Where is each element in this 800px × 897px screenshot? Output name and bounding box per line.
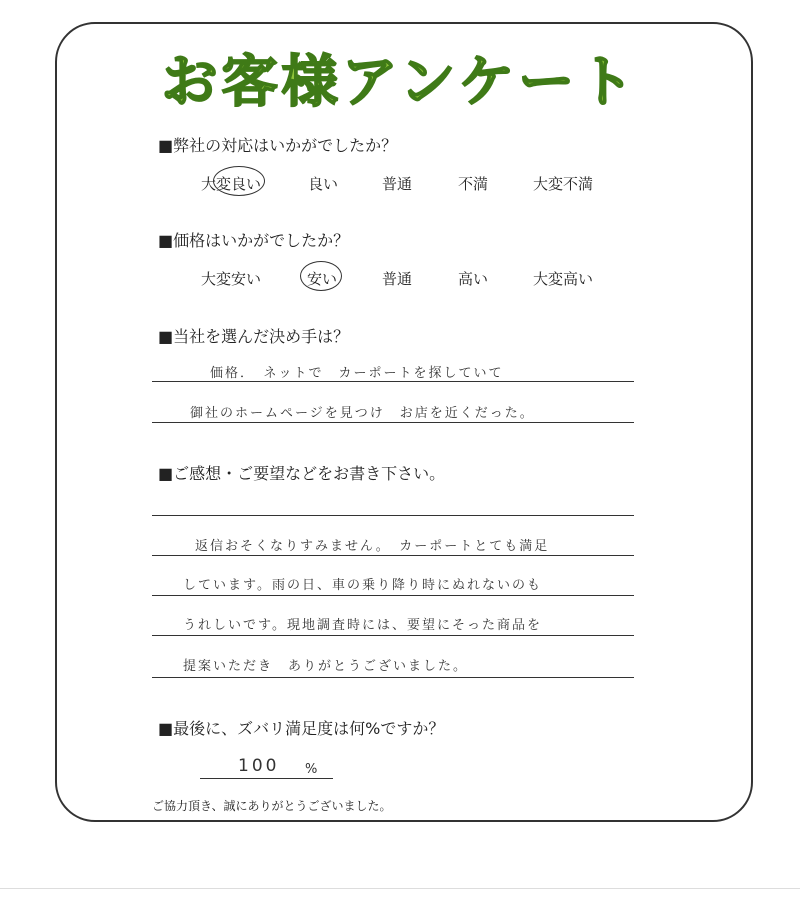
question-satisfaction: ■最後に、ズバリ満足度は何%ですか？ bbox=[158, 719, 445, 738]
page-bottom-rule bbox=[0, 888, 800, 889]
question-comments: ■ご感想・ご要望などをお書き下さい。 bbox=[158, 464, 446, 483]
answer-rule bbox=[152, 515, 634, 516]
satisfaction-rule bbox=[200, 778, 333, 779]
handwritten-line: しています。雨の日、車の乗り降り時にぬれないのも bbox=[183, 578, 542, 593]
option-service-dissatisfied[interactable]: 不満 bbox=[458, 175, 489, 193]
question-deciding-factor: ■当社を選んだ決め手は？ bbox=[158, 327, 350, 346]
handwritten-line: 御社のホームページを見つけ お店を近くだった。 bbox=[190, 406, 535, 421]
answer-rule bbox=[152, 381, 634, 382]
satisfaction-unit: % bbox=[305, 762, 318, 777]
question-service: ■弊社の対応はいかがでしたか？ bbox=[158, 136, 398, 155]
question-price: ■価格はいかがでしたか？ bbox=[158, 231, 350, 250]
answer-rule bbox=[152, 555, 634, 556]
closing-message: ご協力頂き、誠にありがとうございました。 bbox=[152, 799, 392, 813]
selection-circle-service bbox=[213, 166, 265, 196]
answer-rule bbox=[152, 422, 634, 423]
option-service-very-dissatisfied[interactable]: 大変不満 bbox=[533, 175, 594, 193]
handwritten-line: 価格． ネットで カーポートを探していて bbox=[210, 366, 504, 381]
option-price-cheap[interactable]: 安い bbox=[307, 270, 338, 288]
handwritten-line: うれしいです。現地調査時には、要望にそった商品を bbox=[183, 618, 542, 633]
option-service-normal[interactable]: 普通 bbox=[382, 175, 413, 193]
answer-rule bbox=[152, 677, 634, 678]
option-price-normal[interactable]: 普通 bbox=[382, 270, 413, 288]
option-price-very-expensive[interactable]: 大変高い bbox=[533, 270, 594, 288]
option-price-expensive[interactable]: 高い bbox=[458, 270, 489, 288]
selection-circle-price bbox=[300, 261, 342, 291]
answer-rule bbox=[152, 635, 634, 636]
option-service-very-good[interactable]: 大変良い bbox=[201, 175, 262, 193]
handwritten-line: 返信おそくなりすみません。 カーポートとても満足 bbox=[195, 539, 550, 554]
answer-rule bbox=[152, 595, 634, 596]
option-service-good[interactable]: 良い bbox=[308, 175, 339, 193]
satisfaction-value: 100 bbox=[238, 756, 280, 776]
option-price-very-cheap[interactable]: 大変安い bbox=[201, 270, 262, 288]
handwritten-line: 提案いただき ありがとうございました。 bbox=[183, 659, 469, 674]
survey-title: お客様アンケート bbox=[161, 50, 639, 115]
